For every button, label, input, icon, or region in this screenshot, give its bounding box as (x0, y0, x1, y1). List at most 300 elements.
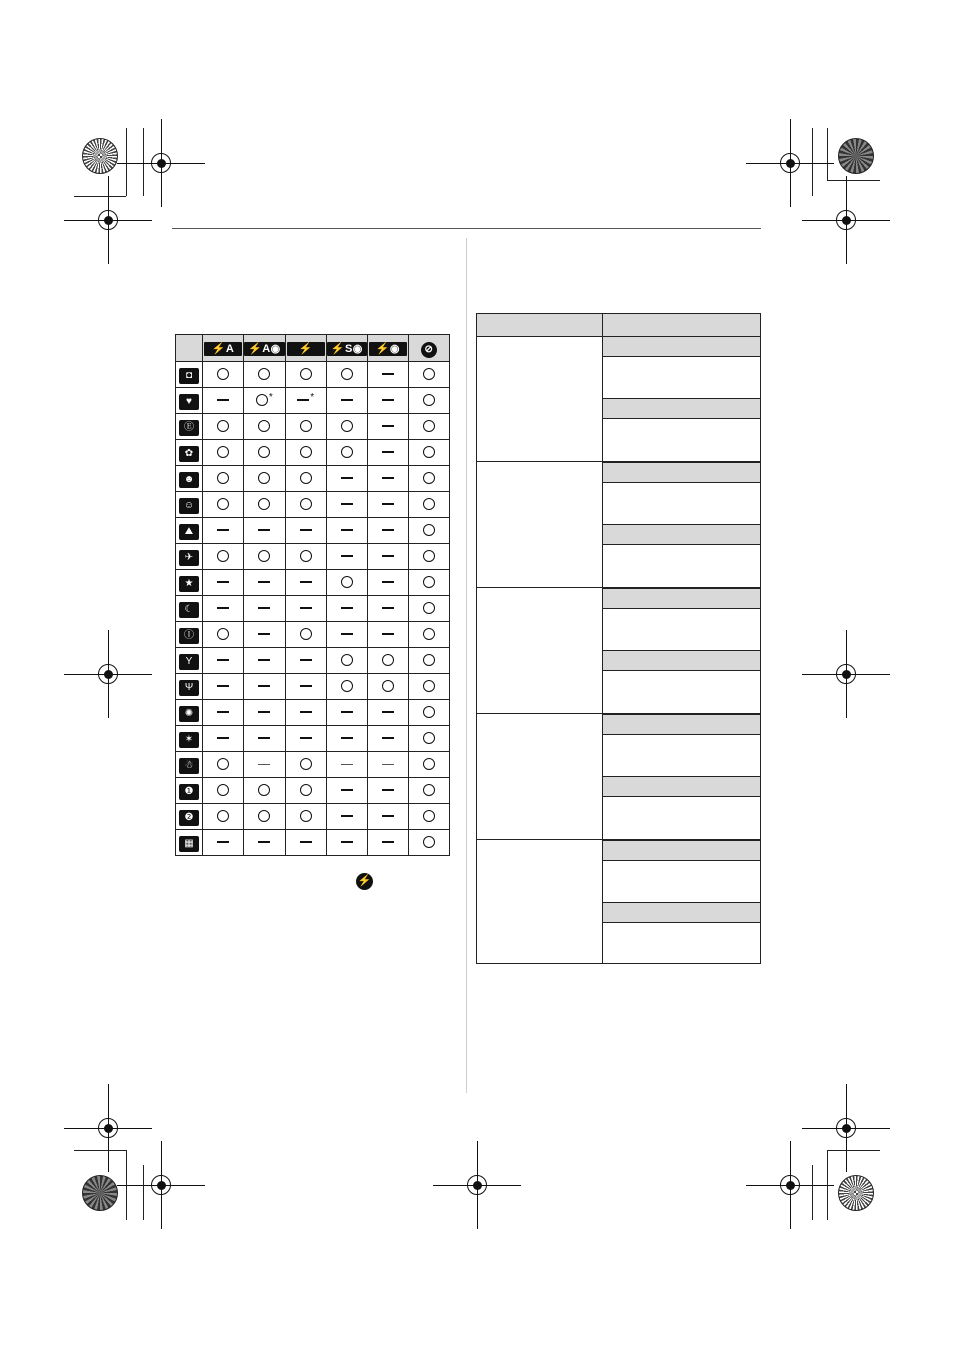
available-mark (341, 368, 353, 380)
unavailable-mark (300, 581, 312, 583)
sub-header (603, 462, 760, 483)
unavailable-mark (382, 581, 394, 583)
scene-mode-cell (176, 388, 203, 414)
availability-cell (244, 778, 286, 804)
available-mark (423, 524, 435, 536)
table-row (176, 804, 450, 830)
motion-picture-icon: ▦ (179, 836, 199, 852)
flash-mode-header (285, 335, 326, 362)
availability-cell (326, 388, 367, 414)
candle-light-icon: Ψ (179, 680, 199, 696)
availability-cell (285, 752, 326, 778)
unavailable-mark (382, 373, 394, 375)
availability-cell (408, 830, 449, 856)
availability-cell (244, 440, 286, 466)
availability-cell (367, 648, 408, 674)
availability-cell (326, 570, 367, 596)
available-mark (258, 498, 270, 510)
availability-cell (367, 544, 408, 570)
unavailable-mark (258, 659, 270, 661)
available-mark (300, 368, 312, 380)
crop-mark (74, 1150, 126, 1151)
availability-cell (244, 362, 286, 388)
availability-cell (285, 726, 326, 752)
availability-cell (408, 570, 449, 596)
unavailable-mark (382, 451, 394, 453)
availability-cell (367, 804, 408, 830)
availability-cell (285, 414, 326, 440)
availability-cell (285, 674, 326, 700)
sub-header (603, 902, 760, 923)
available-mark (300, 446, 312, 458)
availability-cell (408, 362, 449, 388)
unavailable-mark (217, 711, 229, 713)
availability-cell (408, 622, 449, 648)
availability-cell (244, 804, 286, 830)
availability-cell (285, 466, 326, 492)
available-mark (258, 550, 270, 562)
availability-cell (244, 726, 286, 752)
unavailable-mark (217, 581, 229, 583)
scene-mode-cell (176, 830, 203, 856)
availability-cell (203, 778, 244, 804)
unavailable-mark (382, 737, 394, 739)
table-row (176, 830, 450, 856)
availability-cell (326, 726, 367, 752)
unavailable-mark (258, 581, 270, 583)
availability-cell (408, 518, 449, 544)
unavailable-mark (300, 685, 312, 687)
available-mark (341, 420, 353, 432)
available-mark (217, 472, 229, 484)
available-mark (217, 784, 229, 796)
crop-mark (827, 1150, 880, 1151)
unavailable-mark (217, 841, 229, 843)
settings-table-header (477, 314, 760, 337)
availability-cell (285, 570, 326, 596)
header-rule (172, 228, 761, 229)
availability-cell (203, 674, 244, 700)
table-corner (176, 335, 203, 362)
available-mark (423, 706, 435, 718)
availability-cell (326, 804, 367, 830)
table-row (176, 518, 450, 544)
scene-mode-cell (176, 622, 203, 648)
asterisk-note: * (310, 391, 315, 403)
available-mark (423, 498, 435, 510)
flash-auto-icon: ⚡A (204, 342, 242, 356)
unavailable-mark (217, 399, 229, 401)
availability-cell (326, 466, 367, 492)
availability-cell (326, 648, 367, 674)
available-mark (300, 628, 312, 640)
unavailable-mark (300, 607, 312, 609)
available-mark (256, 394, 268, 406)
available-mark (258, 446, 270, 458)
availability-cell (244, 700, 286, 726)
unavailable-mark (382, 607, 394, 609)
table-row (176, 700, 450, 726)
availability-cell (367, 700, 408, 726)
availability-cell (326, 752, 367, 778)
availability-cell (203, 414, 244, 440)
scene-mode-cell (176, 726, 203, 752)
availability-cell (244, 596, 286, 622)
available-mark (341, 654, 353, 666)
availability-cell (408, 752, 449, 778)
available-mark (300, 784, 312, 796)
scene-mode-cell (176, 518, 203, 544)
crop-mark (812, 128, 813, 196)
unavailable-mark (382, 425, 394, 427)
unavailable-mark (258, 607, 270, 609)
availability-cell (244, 674, 286, 700)
crop-mark (827, 180, 880, 181)
available-mark (300, 550, 312, 562)
crop-mark (74, 196, 126, 197)
party-icon: Y (179, 654, 199, 670)
availability-cell (367, 596, 408, 622)
available-mark (423, 628, 435, 640)
availability-cell (408, 596, 449, 622)
unavailable-mark (258, 633, 270, 635)
fireworks-icon: ✺ (179, 706, 199, 722)
sports-icon: ✈ (179, 550, 199, 566)
available-mark (217, 810, 229, 822)
flash-slow-sync-redeye-icon: ⚡S◉ (327, 342, 367, 356)
flash-mode-header (326, 335, 367, 362)
availability-cell (285, 518, 326, 544)
settings-table (476, 313, 761, 964)
available-mark (423, 446, 435, 458)
available-mark (258, 784, 270, 796)
sub-header (603, 524, 760, 545)
flash-auto-redeye-icon: ⚡A◉ (244, 342, 285, 356)
table-row (176, 674, 450, 700)
unavailable-mark (341, 711, 353, 713)
availability-cell (203, 518, 244, 544)
flash-mode-header (367, 335, 408, 362)
availability-cell (367, 466, 408, 492)
table-row (176, 466, 450, 492)
crop-mark (827, 1150, 828, 1220)
available-mark (217, 446, 229, 458)
baby1-icon: ❶ (179, 784, 199, 800)
unavailable-mark (382, 399, 394, 401)
crop-mark (143, 128, 144, 196)
normal-picture-icon: ◘ (179, 368, 199, 384)
crop-mark (827, 128, 828, 180)
availability-cell (285, 830, 326, 856)
available-mark (217, 368, 229, 380)
unavailable-mark (341, 399, 353, 401)
availability-cell (408, 388, 449, 414)
flash-off-icon: ⊘ (421, 342, 437, 358)
table-row (176, 752, 450, 778)
availability-cell (203, 544, 244, 570)
availability-cell (326, 778, 367, 804)
availability-cell (326, 492, 367, 518)
availability-cell (285, 700, 326, 726)
table-row (176, 648, 450, 674)
scene-mode-cell (176, 700, 203, 726)
availability-cell (367, 570, 408, 596)
available-mark (300, 758, 312, 770)
unavailable-mark (382, 789, 394, 791)
availability-cell (408, 778, 449, 804)
unavailable-mark (258, 685, 270, 687)
available-mark (217, 420, 229, 432)
unavailable-mark (258, 529, 270, 531)
available-mark (423, 394, 435, 406)
unavailable-mark (300, 659, 312, 661)
sub-header (603, 840, 760, 861)
table-row (176, 544, 450, 570)
unavailable-mark (341, 555, 353, 557)
availability-cell (203, 596, 244, 622)
column-divider (466, 238, 467, 1093)
available-mark (258, 472, 270, 484)
unavailable-mark (341, 633, 353, 635)
table-row (176, 388, 450, 414)
availability-cell (326, 674, 367, 700)
unavailable-mark (297, 399, 309, 401)
table-row (176, 622, 450, 648)
flash-forced-redeye-icon: ⚡◉ (369, 342, 407, 356)
availability-cell (326, 700, 367, 726)
available-mark (217, 758, 229, 770)
availability-cell (285, 596, 326, 622)
unavailable-mark (217, 737, 229, 739)
baby2-icon: ❷ (179, 810, 199, 826)
available-mark (341, 680, 353, 692)
availability-cell (408, 414, 449, 440)
macro-flower-icon: ✿ (179, 446, 199, 462)
available-mark (423, 836, 435, 848)
scene-mode-cell (176, 778, 203, 804)
availability-cell (244, 388, 286, 414)
unavailable-mark (382, 529, 394, 531)
unavailable-mark (341, 815, 353, 817)
unavailable-mark (341, 789, 353, 791)
food-icon: Ⓘ (179, 628, 199, 644)
unavailable-mark (382, 841, 394, 843)
availability-cell (408, 674, 449, 700)
availability-cell (203, 440, 244, 466)
available-mark (382, 680, 394, 692)
availability-cell (367, 440, 408, 466)
unavailable-mark (382, 815, 394, 817)
availability-cell (203, 388, 244, 414)
crop-mark (812, 1165, 813, 1220)
unavailable-mark (258, 764, 270, 765)
availability-cell (203, 752, 244, 778)
availability-cell (285, 492, 326, 518)
available-mark (217, 628, 229, 640)
available-mark (258, 368, 270, 380)
availability-cell (203, 622, 244, 648)
unavailable-mark (341, 737, 353, 739)
available-mark (423, 680, 435, 692)
availability-cell (244, 518, 286, 544)
availability-cell (203, 362, 244, 388)
asterisk-note: * (268, 391, 273, 403)
scene-mode-cell (176, 414, 203, 440)
availability-cell (244, 544, 286, 570)
availability-cell (326, 518, 367, 544)
availability-cell (408, 544, 449, 570)
availability-cell (408, 466, 449, 492)
night-scenery-icon: ☾ (179, 602, 199, 618)
unavailable-mark (341, 477, 353, 479)
unavailable-mark (382, 555, 394, 557)
available-mark (341, 446, 353, 458)
availability-cell (367, 778, 408, 804)
availability-cell (203, 570, 244, 596)
table-row (176, 440, 450, 466)
availability-cell (367, 830, 408, 856)
availability-cell (326, 414, 367, 440)
unavailable-mark (341, 764, 353, 765)
availability-cell (408, 700, 449, 726)
availability-cell (203, 648, 244, 674)
scene-mode-cell (176, 466, 203, 492)
availability-cell (285, 622, 326, 648)
unavailable-mark (341, 529, 353, 531)
table-row (176, 570, 450, 596)
availability-cell (244, 648, 286, 674)
unavailable-mark (300, 529, 312, 531)
availability-cell (367, 414, 408, 440)
scene-mode-cell (176, 752, 203, 778)
crop-mark (126, 1150, 127, 1220)
economy-icon: Ⓔ (179, 420, 199, 436)
table-row (176, 596, 450, 622)
availability-cell (203, 492, 244, 518)
availability-cell (367, 388, 408, 414)
availability-cell (408, 648, 449, 674)
unavailable-mark (217, 685, 229, 687)
color-disc-icon (838, 138, 874, 174)
availability-cell (367, 622, 408, 648)
available-mark (300, 420, 312, 432)
available-mark (258, 810, 270, 822)
flash-mode-header (408, 335, 449, 362)
soft-skin-icon: ☺ (179, 498, 199, 514)
availability-cell (285, 544, 326, 570)
availability-cell (408, 726, 449, 752)
portrait-icon: ☻ (179, 472, 199, 488)
available-mark (423, 784, 435, 796)
flash-mode-header (244, 335, 286, 362)
availability-cell (285, 804, 326, 830)
availability-cell (285, 362, 326, 388)
sub-header (603, 650, 760, 671)
unavailable-mark (217, 607, 229, 609)
table-row (176, 362, 450, 388)
availability-cell (244, 830, 286, 856)
unavailable-mark (382, 503, 394, 505)
unavailable-mark (258, 711, 270, 713)
unavailable-mark (217, 529, 229, 531)
available-mark (423, 758, 435, 770)
availability-cell (367, 362, 408, 388)
availability-cell (285, 648, 326, 674)
available-mark (423, 368, 435, 380)
table-row (176, 492, 450, 518)
availability-cell (408, 804, 449, 830)
availability-cell (203, 700, 244, 726)
scene-mode-cell (176, 362, 203, 388)
flash-availability-table (175, 334, 450, 856)
available-mark (423, 602, 435, 614)
available-mark (341, 576, 353, 588)
available-mark (300, 472, 312, 484)
availability-cell (367, 518, 408, 544)
crop-mark (143, 1165, 144, 1220)
available-mark (258, 420, 270, 432)
availability-cell (326, 544, 367, 570)
availability-cell (285, 440, 326, 466)
unavailable-mark (341, 841, 353, 843)
availability-cell (244, 752, 286, 778)
availability-cell (326, 440, 367, 466)
availability-cell (326, 622, 367, 648)
unavailable-mark (382, 477, 394, 479)
crop-mark (126, 128, 127, 196)
availability-cell (367, 492, 408, 518)
starry-sky-icon: ✶ (179, 732, 199, 748)
sub-header (603, 588, 760, 609)
scene-mode-cell (176, 544, 203, 570)
flash-mode-header (203, 335, 244, 362)
portrait-heart-icon: ♥ (179, 394, 199, 410)
availability-cell (203, 804, 244, 830)
availability-cell (285, 388, 326, 414)
unavailable-mark (382, 764, 394, 765)
sub-header (603, 336, 760, 357)
unavailable-mark (300, 841, 312, 843)
scenery-icon: ⛰ (179, 524, 199, 540)
availability-cell (244, 570, 286, 596)
color-disc-icon (838, 1175, 874, 1211)
scene-mode-cell (176, 570, 203, 596)
unavailable-mark (300, 737, 312, 739)
availability-cell (203, 466, 244, 492)
unavailable-mark (382, 711, 394, 713)
color-disc-icon (82, 1175, 118, 1211)
unavailable-mark (258, 737, 270, 739)
availability-cell (203, 726, 244, 752)
availability-cell (244, 492, 286, 518)
scene-mode-cell (176, 648, 203, 674)
availability-cell (244, 622, 286, 648)
availability-cell (367, 674, 408, 700)
night-portrait-icon: ★ (179, 576, 199, 592)
available-mark (423, 732, 435, 744)
flash-bolt-icon: ⚡ (356, 873, 373, 890)
available-mark (217, 550, 229, 562)
table-row (176, 726, 450, 752)
availability-cell (367, 752, 408, 778)
availability-cell (244, 466, 286, 492)
availability-cell (203, 830, 244, 856)
available-mark (423, 654, 435, 666)
table-row (176, 414, 450, 440)
available-mark (217, 498, 229, 510)
scene-mode-cell (176, 440, 203, 466)
availability-cell (367, 726, 408, 752)
